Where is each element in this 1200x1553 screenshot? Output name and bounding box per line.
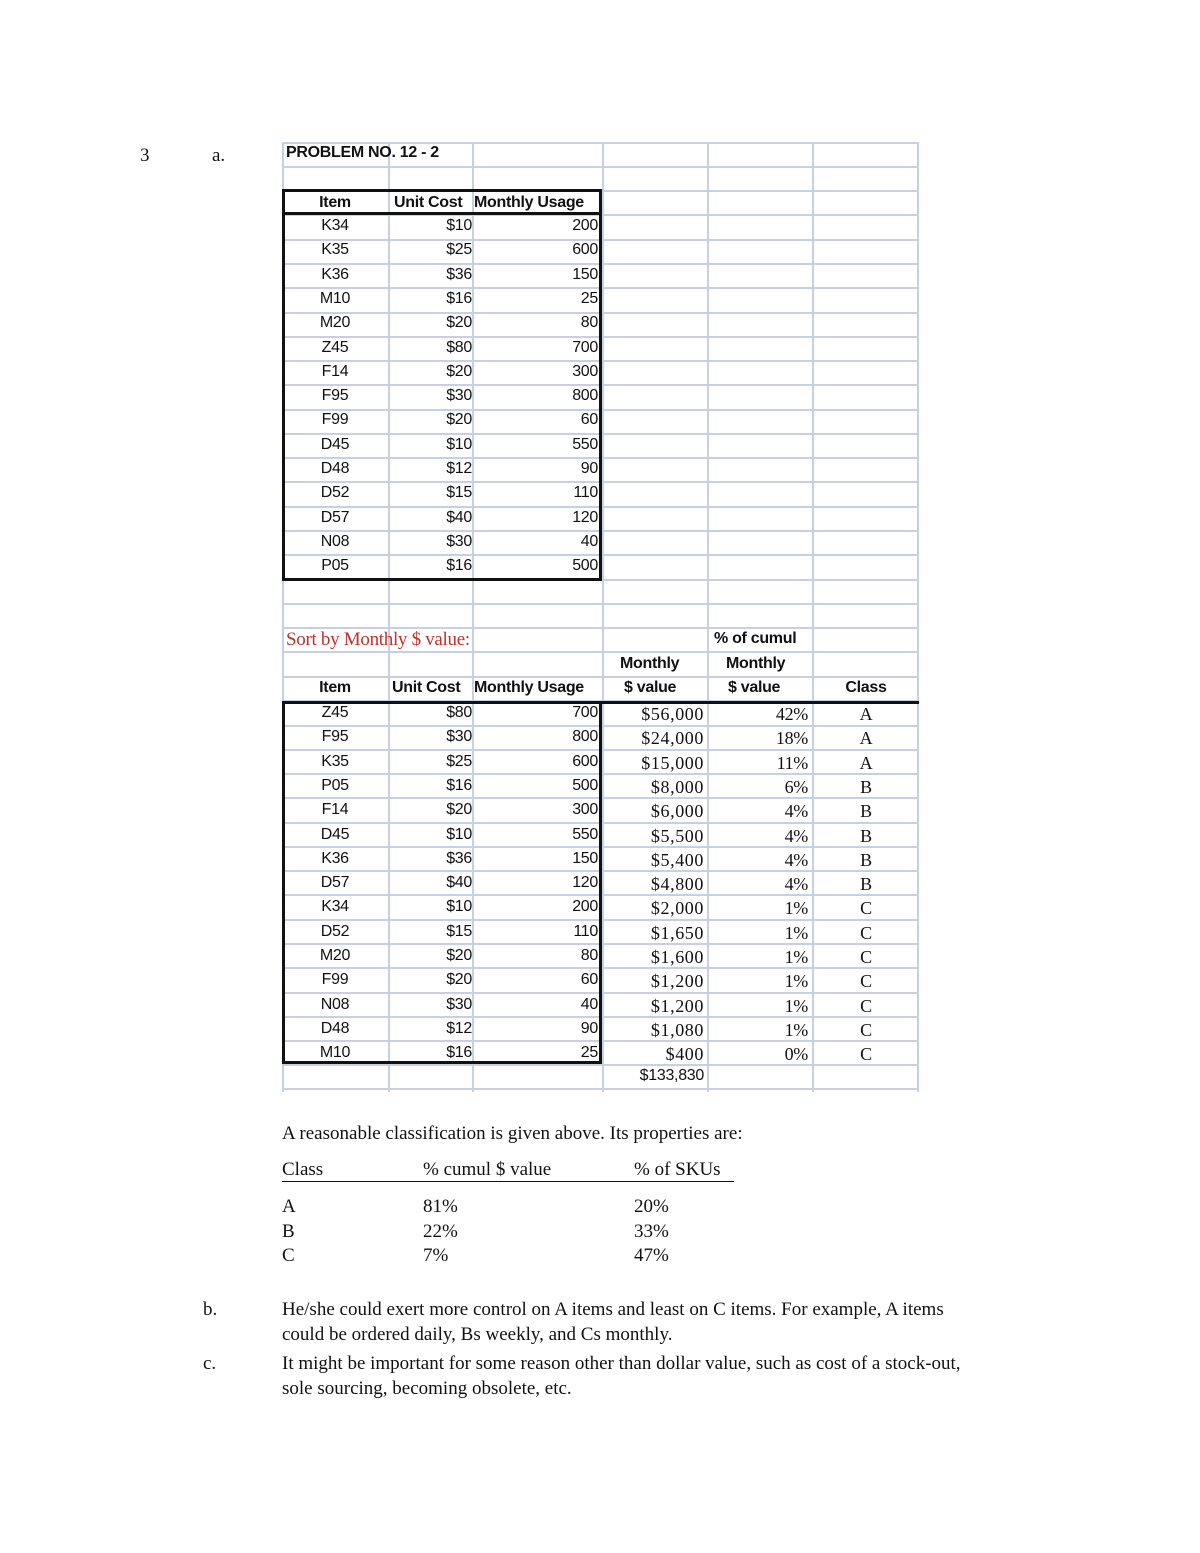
summary-pct-skus: 20%	[634, 1196, 669, 1217]
table2-monthly-value: $1,600	[650, 947, 704, 967]
table2-unit-cost: $30	[446, 996, 472, 1013]
header-class: Class	[845, 679, 887, 696]
summary-class: B	[282, 1221, 295, 1242]
part-c-label: c.	[203, 1353, 217, 1374]
table2-unit-cost: $80	[446, 704, 472, 721]
table1-monthly-usage: 700	[572, 339, 598, 356]
table2-cumul-pct: 1%	[784, 898, 808, 918]
part-c-line2: sole sourcing, becoming obsolete, etc.	[282, 1378, 572, 1399]
table1-monthly-usage: 300	[572, 363, 598, 380]
table1-item-code: K34	[321, 217, 349, 234]
table2-unit-cost: $30	[446, 728, 472, 745]
table1-monthly-usage: 600	[572, 241, 598, 258]
part-c-line1: It might be important for some reason other than dollar value, such as cost of a stock-out,	[282, 1353, 961, 1374]
table1-unit-cost: $15	[446, 484, 472, 501]
table1-item-code: F95	[321, 387, 349, 404]
table2-unit-cost: $12	[446, 1020, 472, 1037]
table2-abc-class: A	[859, 753, 873, 773]
problem-number: 3	[140, 145, 150, 166]
table1-unit-cost: $30	[446, 533, 472, 550]
table2-cumul-pct: 0%	[784, 1044, 808, 1064]
table2-item-code: K34	[321, 898, 349, 915]
total-monthly-value: $133,830	[639, 1067, 704, 1084]
table1-item-code: D48	[320, 460, 350, 477]
header-monthly-value-line2: $ value	[624, 679, 677, 696]
table2-item-code: F14	[321, 801, 349, 818]
table1-item-code: M10	[319, 290, 351, 307]
table2-monthly-usage: 550	[572, 826, 598, 843]
table1-item-code: K35	[321, 241, 349, 258]
table1-monthly-usage: 800	[572, 387, 598, 404]
table2-abc-class: B	[860, 777, 872, 797]
table1-unit-cost: $10	[446, 436, 472, 453]
table2-monthly-value: $24,000	[641, 728, 704, 748]
table2-cumul-pct: 1%	[784, 971, 808, 991]
table1-item-code: D45	[320, 436, 350, 453]
summary-cumul-value: 22%	[423, 1221, 458, 1242]
sheet-title: PROBLEM NO. 12 - 2	[286, 144, 439, 161]
part-b-line2: could be ordered daily, Bs weekly, and Cs monthly.	[282, 1324, 673, 1345]
table1-monthly-usage: 80	[580, 314, 598, 331]
summary-pct-skus: 47%	[634, 1245, 669, 1266]
table1-monthly-usage: 150	[572, 266, 598, 283]
part-b-line1: He/she could exert more control on A items and least on C items. For example, A items	[282, 1299, 944, 1320]
table1-unit-cost: $10	[446, 217, 472, 234]
summary-header-value: % cumul $ value	[423, 1159, 552, 1180]
table2-cumul-pct: 6%	[784, 777, 808, 797]
table2-monthly-usage: 120	[572, 874, 598, 891]
table2-item-code: D48	[320, 1020, 350, 1037]
table2-abc-class: C	[860, 947, 872, 967]
table1-header-rule	[282, 212, 602, 215]
table2-cumul-pct: 18%	[775, 728, 808, 748]
table2-monthly-usage: 500	[572, 777, 598, 794]
table2-border	[282, 701, 602, 1064]
table1-item-code: K36	[321, 266, 349, 283]
table1-unit-cost: $36	[446, 266, 472, 283]
table2-monthly-value: $5,400	[650, 850, 704, 870]
table2-item-code: D52	[320, 923, 350, 940]
table2-monthly-value: $8,000	[650, 777, 704, 797]
header-unit-cost-sorted: Unit Cost	[392, 679, 461, 696]
grid-row-line	[282, 1088, 919, 1090]
summary-intro: A reasonable classification is given above. Its properties are:	[282, 1123, 743, 1144]
summary-class: C	[282, 1245, 295, 1266]
table2-monthly-usage: 300	[572, 801, 598, 818]
sort-label: Sort by Monthly $ value:	[286, 629, 470, 650]
table2-item-code: Z45	[321, 704, 349, 721]
table2-unit-cost: $10	[446, 898, 472, 915]
table2-abc-class: A	[859, 728, 873, 748]
header-pct-line2: Monthly	[726, 655, 786, 672]
table2-abc-class: C	[860, 971, 872, 991]
table1-unit-cost: $16	[446, 290, 472, 307]
table2-abc-class: A	[859, 704, 873, 724]
summary-header-skus: % of SKUs	[634, 1159, 721, 1180]
grid-row-line	[282, 603, 919, 605]
grid-row-line	[282, 166, 919, 168]
header-unit-cost: Unit Cost	[394, 194, 463, 211]
table2-item-code: D45	[320, 826, 350, 843]
table2-monthly-usage: 40	[580, 996, 598, 1013]
summary-cumul-value: 81%	[423, 1196, 458, 1217]
table1-border	[282, 189, 602, 581]
table2-item-code: N08	[320, 996, 350, 1013]
table2-monthly-value: $5,500	[650, 826, 704, 846]
table1-item-code: D52	[320, 484, 350, 501]
table2-monthly-usage: 150	[572, 850, 598, 867]
table2-abc-class: B	[860, 826, 872, 846]
table2-abc-class: C	[860, 1020, 872, 1040]
table2-unit-cost: $40	[446, 874, 472, 891]
table2-abc-class: B	[860, 874, 872, 894]
table1-unit-cost: $20	[446, 314, 472, 331]
table2-monthly-value: $56,000	[641, 704, 704, 724]
table1-item-code: P05	[321, 557, 349, 574]
table1-monthly-usage: 120	[572, 509, 598, 526]
table2-item-code: K36	[321, 850, 349, 867]
table2-unit-cost: $25	[446, 753, 472, 770]
table2-monthly-usage: 700	[572, 704, 598, 721]
table2-monthly-usage: 60	[580, 971, 598, 988]
table2-monthly-usage: 80	[580, 947, 598, 964]
table2-monthly-value: $1,650	[650, 923, 704, 943]
table2-unit-cost: $16	[446, 1044, 472, 1061]
table1-monthly-usage: 500	[572, 557, 598, 574]
table2-monthly-usage: 200	[572, 898, 598, 915]
table1-unit-cost: $40	[446, 509, 472, 526]
table2-cumul-pct: 4%	[784, 850, 808, 870]
summary-pct-skus: 33%	[634, 1221, 669, 1242]
table2-cumul-pct: 4%	[784, 801, 808, 821]
table1-monthly-usage: 200	[572, 217, 598, 234]
table2-unit-cost: $20	[446, 801, 472, 818]
table2-monthly-value: $15,000	[641, 753, 704, 773]
table2-abc-class: C	[860, 1044, 872, 1064]
table2-monthly-usage: 800	[572, 728, 598, 745]
table2-item-code: F95	[321, 728, 349, 745]
table2-cumul-pct: 42%	[775, 704, 808, 724]
table2-unit-cost: $16	[446, 777, 472, 794]
table2-item-code: M20	[319, 947, 351, 964]
summary-header-class: Class	[282, 1159, 324, 1180]
header-pct-line1: % of cumul	[714, 630, 797, 647]
header-item: Item	[319, 194, 351, 211]
summary-cumul-value: 7%	[423, 1245, 449, 1266]
table1-unit-cost: $16	[446, 557, 472, 574]
table2-item-code: P05	[321, 777, 349, 794]
table2-unit-cost: $20	[446, 947, 472, 964]
table2-cumul-pct: 4%	[784, 874, 808, 894]
table2-abc-class: C	[860, 898, 872, 918]
table1-unit-cost: $20	[446, 363, 472, 380]
table2-monthly-value: $1,200	[650, 996, 704, 1016]
table1-item-code: M20	[319, 314, 351, 331]
table1-item-code: F14	[321, 363, 349, 380]
table1-item-code: F99	[321, 411, 349, 428]
table1-unit-cost: $12	[446, 460, 472, 477]
summary-header-underline	[282, 1181, 734, 1182]
header-monthly-usage: Monthly Usage	[474, 194, 584, 211]
table2-monthly-value: $1,080	[650, 1020, 704, 1040]
table2-item-code: M10	[319, 1044, 351, 1061]
table1-unit-cost: $80	[446, 339, 472, 356]
table2-unit-cost: $20	[446, 971, 472, 988]
table2-abc-class: B	[860, 850, 872, 870]
table2-monthly-usage: 25	[580, 1044, 598, 1061]
part-b-label: b.	[203, 1299, 218, 1320]
table1-unit-cost: $30	[446, 387, 472, 404]
table2-cumul-pct: 1%	[784, 1020, 808, 1040]
table1-monthly-usage: 25	[580, 290, 598, 307]
table2-monthly-value: $2,000	[650, 898, 704, 918]
table1-item-code: D57	[320, 509, 350, 526]
table2-item-code: K35	[321, 753, 349, 770]
header-monthly-value-line1: Monthly	[620, 655, 680, 672]
table2-unit-cost: $36	[446, 850, 472, 867]
table2-monthly-usage: 90	[580, 1020, 598, 1037]
table2-monthly-usage: 110	[573, 923, 598, 940]
table1-monthly-usage: 40	[580, 533, 598, 550]
table2-monthly-value: $4,800	[650, 874, 704, 894]
table1-unit-cost: $25	[446, 241, 472, 258]
header-item-sorted: Item	[319, 679, 351, 696]
header-pct-line3: $ value	[728, 679, 781, 696]
table2-monthly-usage: 600	[572, 753, 598, 770]
table2-abc-class: B	[860, 801, 872, 821]
table2-cumul-pct: 1%	[784, 923, 808, 943]
part-a-label: a.	[212, 145, 226, 166]
table1-monthly-usage: 550	[572, 436, 598, 453]
table2-monthly-value: $1,200	[650, 971, 704, 991]
table2-item-code: F99	[321, 971, 349, 988]
table1-unit-cost: $20	[446, 411, 472, 428]
table2-abc-class: C	[860, 996, 872, 1016]
table2-cumul-pct: 11%	[776, 753, 808, 773]
summary-class: A	[282, 1196, 296, 1217]
table2-unit-cost: $10	[446, 826, 472, 843]
table2-cumul-pct: 1%	[784, 947, 808, 967]
table1-item-code: N08	[320, 533, 350, 550]
grid-row-line	[282, 651, 919, 653]
table2-cumul-pct: 4%	[784, 826, 808, 846]
table2-cumul-pct: 1%	[784, 996, 808, 1016]
table2-abc-class: C	[860, 923, 872, 943]
table1-item-code: Z45	[321, 339, 349, 356]
table2-monthly-value: $400	[665, 1044, 704, 1064]
table2-monthly-value: $6,000	[650, 801, 704, 821]
table1-monthly-usage: 60	[580, 411, 598, 428]
table1-monthly-usage: 110	[573, 484, 598, 501]
spreadsheet	[282, 142, 919, 1092]
table2-unit-cost: $15	[446, 923, 472, 940]
table2-item-code: D57	[320, 874, 350, 891]
header-monthly-usage-sorted: Monthly Usage	[474, 679, 584, 696]
table1-monthly-usage: 90	[580, 460, 598, 477]
